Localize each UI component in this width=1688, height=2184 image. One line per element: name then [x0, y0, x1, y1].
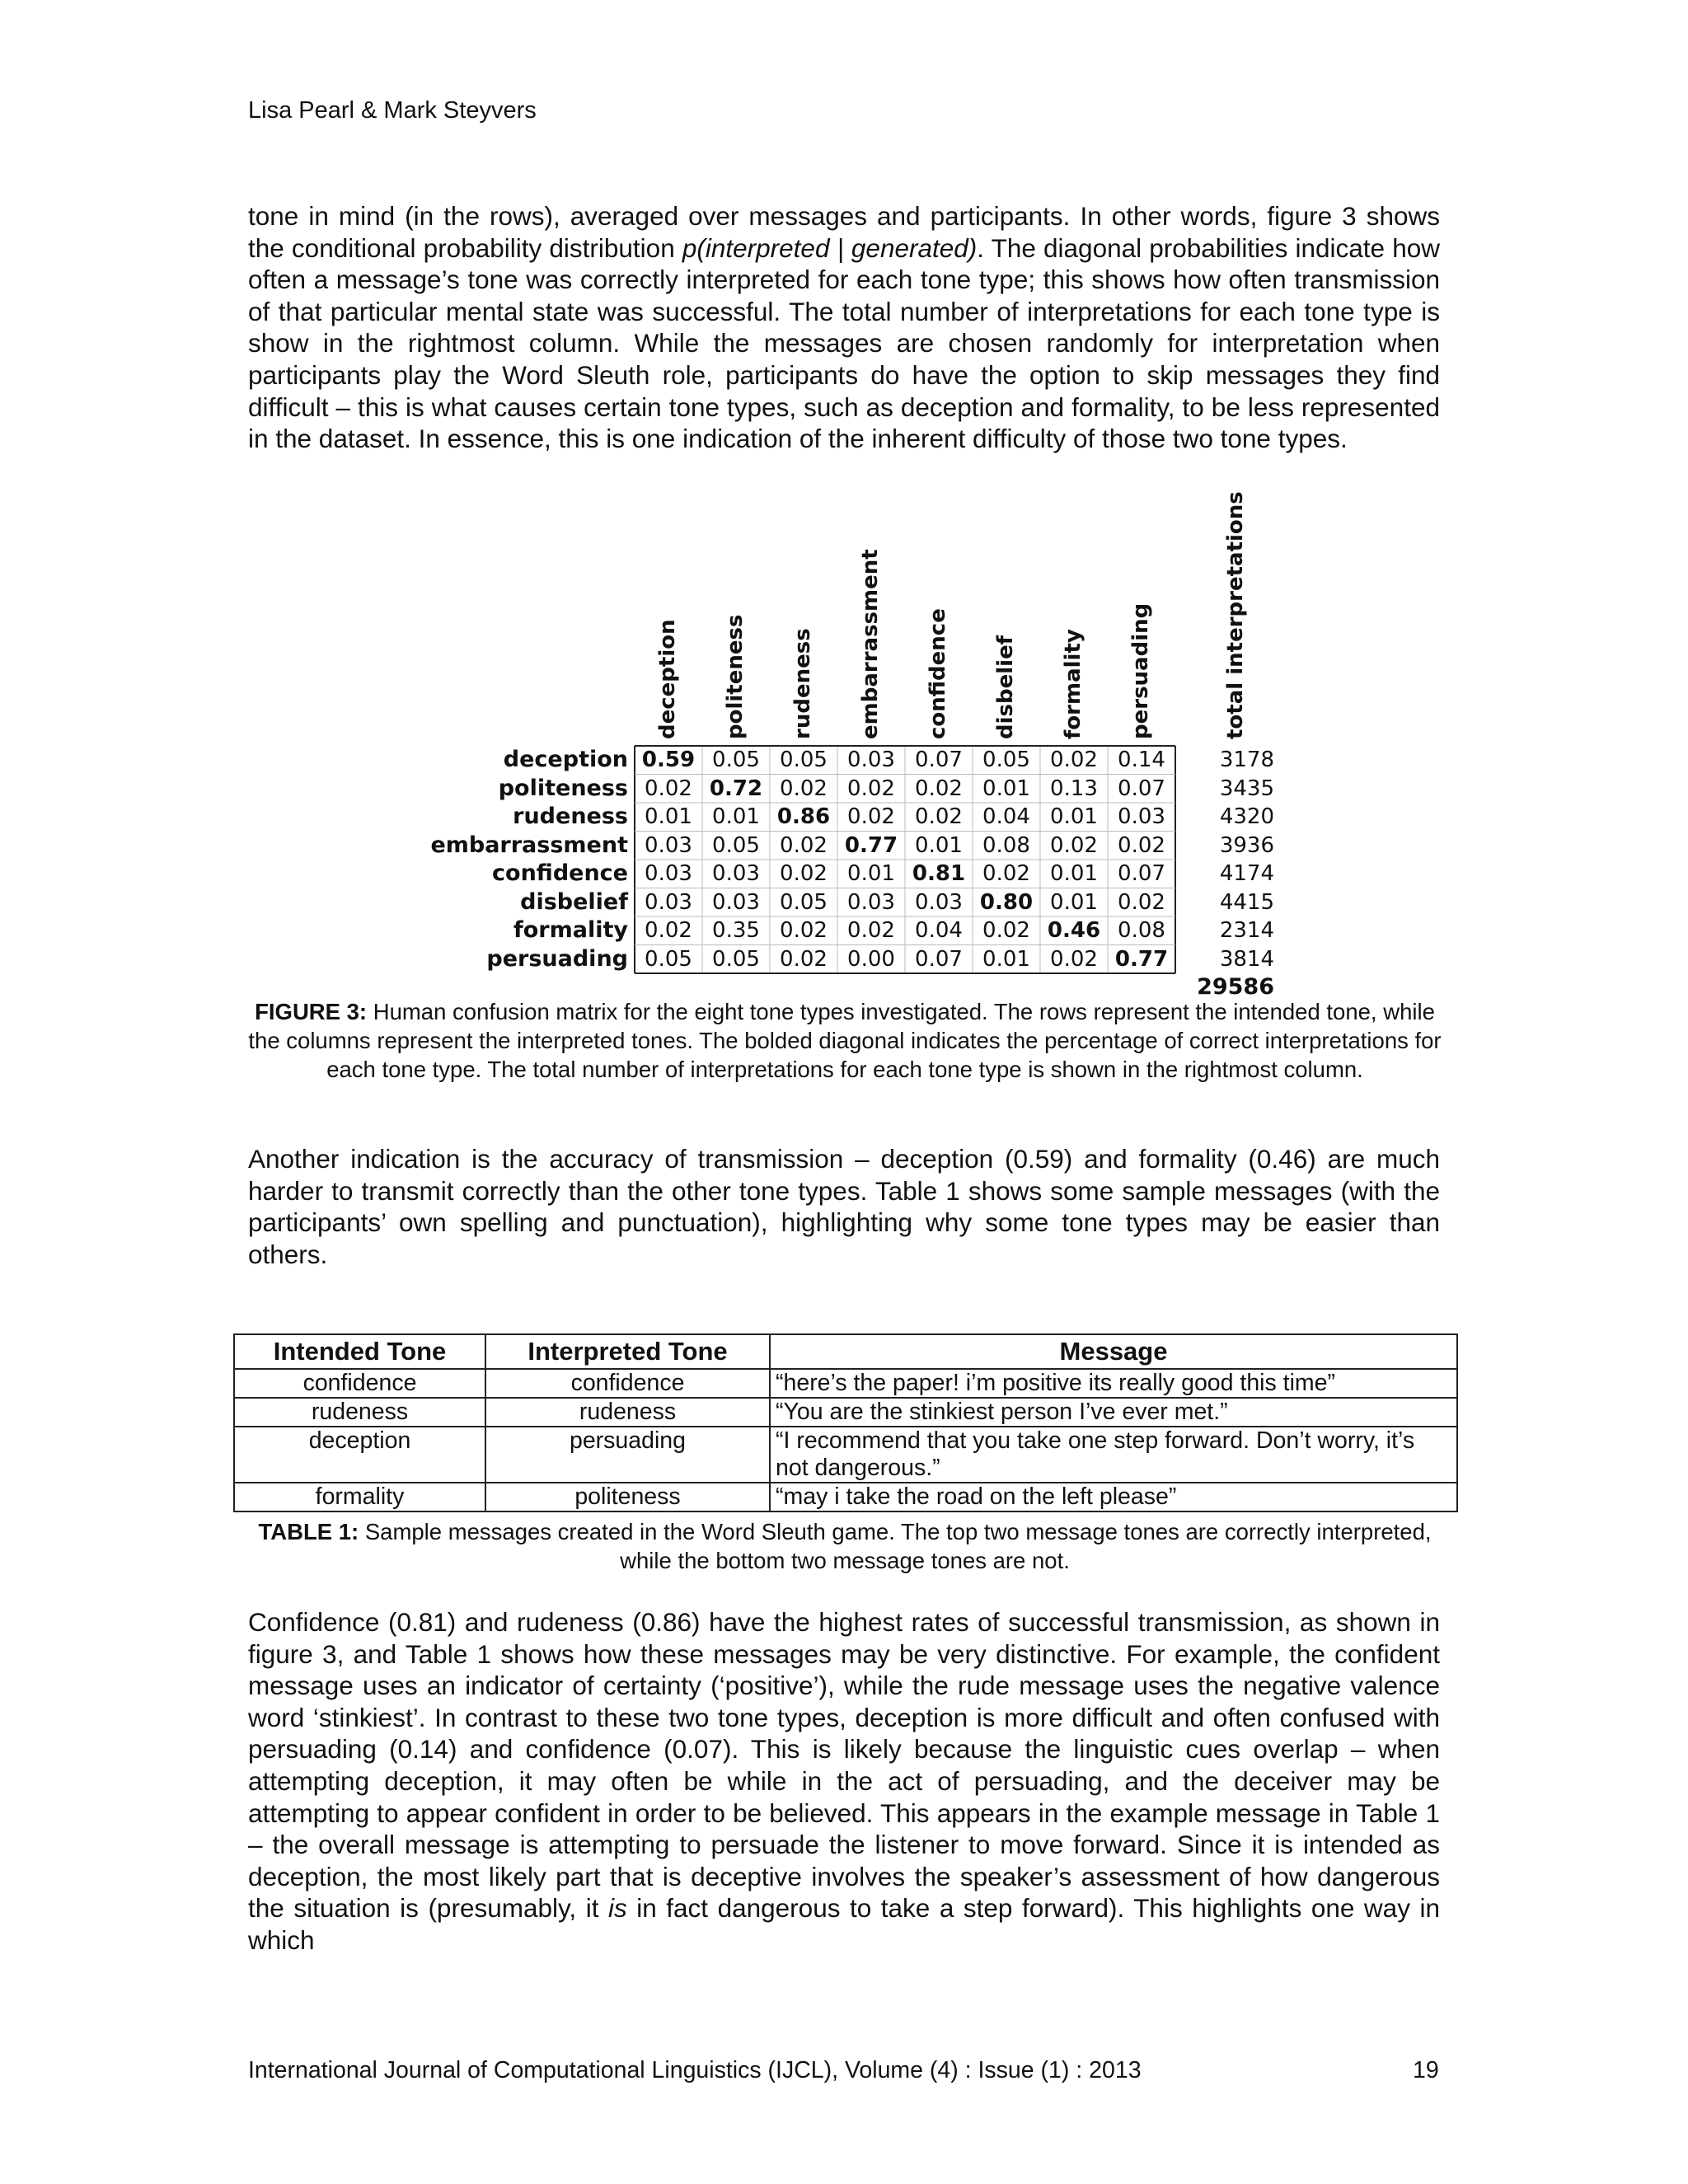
matrix-cell: 0.03: [847, 889, 895, 915]
matrix-cell: 0.01: [915, 832, 963, 858]
matrix-cell: 0.02: [982, 918, 1030, 943]
table-header-cell: Intended Tone: [234, 1334, 485, 1369]
column-label-total-interpretations: total interpretations: [1223, 491, 1248, 739]
table-header-row: [234, 1334, 1457, 1369]
matrix-cell-diagonal: 0.81: [912, 861, 966, 886]
row-total: 4320: [1219, 804, 1274, 829]
matrix-cell: 0.05: [982, 748, 1030, 772]
table-header-cell: Interpreted Tone: [485, 1334, 770, 1369]
matrix-cell-diagonal: 0.72: [709, 776, 763, 801]
column-label-confidence: confidence: [926, 608, 950, 739]
table-cell: “may i take the road on the left please”: [770, 1483, 1457, 1511]
matrix-cell: 0.02: [645, 776, 692, 801]
matrix-cell: 0.02: [847, 776, 895, 801]
table-row: [234, 1398, 1457, 1427]
matrix-cell: 0.03: [712, 889, 760, 915]
table-cell: confidence: [485, 1369, 770, 1398]
row-label-rudeness: rudeness: [513, 804, 628, 829]
confusion-matrix-figure: [429, 486, 1302, 1000]
sample-messages-table: [233, 1333, 1458, 1512]
matrix-cell: 0.02: [780, 946, 828, 972]
matrix-cell: 0.02: [1118, 889, 1165, 915]
matrix-cell: 0.07: [1118, 776, 1165, 801]
table-header-cell: Message: [770, 1334, 1457, 1369]
matrix-cell: 0.07: [1118, 861, 1165, 886]
row-label-persuading: persuading: [486, 945, 628, 972]
matrix-cell: 0.02: [847, 804, 895, 829]
matrix-cell-diagonal: 0.77: [1114, 946, 1169, 972]
matrix-cell: 0.01: [1050, 804, 1098, 829]
matrix-cell: 0.08: [1118, 918, 1165, 943]
matrix-cell-diagonal: 0.46: [1047, 918, 1101, 943]
matrix-cell: 0.35: [712, 918, 760, 943]
column-label-rudeness: rudeness: [790, 628, 815, 739]
table-cell: “here’s the paper! i’m positive its really good this time”: [770, 1369, 1457, 1398]
matrix-cell: 0.05: [712, 748, 760, 772]
table-cell: persuading: [485, 1427, 770, 1483]
table-cell: rudeness: [485, 1398, 770, 1427]
matrix-cell: 0.02: [780, 918, 828, 943]
table-caption: TABLE 1: Sample messages created in the Word Sleuth game. The top two message tones are correctly interpreted, while the bottom two message tones are not.: [258, 1519, 1432, 1573]
table-row: [234, 1369, 1457, 1398]
matrix-cell: 0.04: [915, 918, 963, 943]
matrix-cell: 0.03: [712, 861, 760, 886]
matrix-cell: 0.05: [712, 832, 760, 858]
row-total: 3435: [1219, 776, 1274, 801]
paragraph-1: tone in mind (in the rows), averaged over messages and participants. In other words, figure 3 shows the conditional probability distribution p(interpreted | generated). The diagonal probabilities indicate how often a message’s tone was correctly interpreted for each tone type; this shows how often transmission of that particular mental state was successful. The total number of interpretations for each tone type is show in the rightmost column. While the messages are chosen randomly for interpretation when participants play the Word Sleuth role, participants do have the option to skip messages they find difficult – this is what causes certain tone types, such as deception and formality, to be less represented in the dataset. In essence, this is one indication of the inherent difficulty of those two tone types.: [248, 201, 1440, 454]
row-label-deception: deception: [503, 747, 628, 772]
row-total: 4174: [1219, 861, 1274, 886]
column-label-formality: formality: [1061, 629, 1085, 739]
matrix-cell: 0.02: [1118, 832, 1165, 858]
matrix-cell: 0.01: [645, 804, 692, 829]
matrix-cell-diagonal: 0.59: [641, 748, 696, 772]
table-row: [234, 1427, 1457, 1483]
running-header: Lisa Pearl & Mark Steyvers: [248, 97, 537, 124]
matrix-cell: 0.03: [645, 832, 692, 858]
matrix-cell: 0.01: [847, 861, 895, 886]
grand-total: 29586: [1197, 974, 1274, 1000]
row-total: 3936: [1219, 832, 1274, 858]
column-label-politeness: politeness: [723, 614, 748, 739]
matrix-cell: 0.01: [1050, 889, 1098, 915]
matrix-cell: 0.07: [915, 946, 963, 972]
matrix-cell: 0.02: [847, 918, 895, 943]
column-label-disbelief: disbelief: [993, 635, 1018, 739]
matrix-cell: 0.00: [847, 946, 895, 972]
table-cell: confidence: [234, 1369, 485, 1398]
table-cell: rudeness: [234, 1398, 485, 1427]
row-total: 3814: [1219, 946, 1274, 972]
matrix-cell: 0.07: [915, 748, 963, 772]
matrix-cell: 0.03: [645, 861, 692, 886]
row-total: 2314: [1219, 918, 1274, 943]
matrix-cell: 0.02: [780, 861, 828, 886]
matrix-cell: 0.03: [1118, 804, 1165, 829]
page-number: 19: [1413, 2057, 1439, 2083]
table-cell: “You are the stinkiest person I’ve ever met.”: [770, 1398, 1457, 1427]
table-row: [234, 1483, 1457, 1511]
matrix-cell: 0.01: [712, 804, 760, 829]
row-total: 3178: [1219, 748, 1274, 772]
matrix-cell: 0.03: [645, 889, 692, 915]
matrix-cell: 0.05: [712, 946, 760, 972]
table-cell: deception: [234, 1427, 485, 1483]
paragraph-3: Confidence (0.81) and rudeness (0.86) have the highest rates of successful transmission, as shown in figure 3, and Table 1 shows how these messages may be very distinctive. For example, the confident message uses an indicator of certainty (‘positive’), while the rude message uses the negative valence word ‘stinkiest’. In contrast to these two tone types, deception is more difficult and often confused with persuading (0.14) and confidence (0.07). This is likely because the linguistic cues overlap – when attempting deception, it may often be while in the act of persuading, and the deceiver may be attempting to appear confident in order to be believed. This appears in the example message in Table 1 – the overall message is attempting to persuade the listener to move forward. Since it is intended as deception, the most likely part that is deceptive involves the speaker’s assessment of how dangerous the situation is (presumably, it is in fact dangerous to take a step forward). This highlights one way in which: [248, 1607, 1440, 1955]
matrix-cell: 0.02: [780, 776, 828, 801]
matrix-cell: 0.01: [1050, 861, 1098, 886]
column-label-embarrassment: embarrassment: [858, 549, 883, 739]
table-cell: politeness: [485, 1483, 770, 1511]
footer-journal: International Journal of Computational Linguistics (IJCL), Volume (4) : Issue (1) : 2013: [248, 2057, 1142, 2083]
matrix-cell: 0.01: [982, 776, 1030, 801]
matrix-cell: 0.02: [1050, 946, 1098, 972]
matrix-cell: 0.05: [780, 889, 828, 915]
matrix-cell: 0.04: [982, 804, 1030, 829]
row-label-formality: formality: [513, 917, 628, 943]
table-cell: “I recommend that you take one step forward. Don’t worry, it’s not dangerous.”: [770, 1427, 1457, 1483]
matrix-cell: 0.03: [847, 748, 895, 772]
table-cell: formality: [234, 1483, 485, 1511]
matrix-cell: 0.02: [915, 776, 963, 801]
matrix-cell: 0.13: [1050, 776, 1098, 801]
matrix-cell: 0.05: [780, 748, 828, 772]
row-label-politeness: politeness: [498, 775, 628, 801]
column-label-deception: deception: [655, 619, 680, 739]
matrix-cell: 0.05: [645, 946, 692, 972]
matrix-cell: 0.03: [915, 889, 963, 915]
matrix-cell-diagonal: 0.80: [979, 889, 1034, 915]
paragraph-2: Another indication is the accuracy of transmission – deception (0.59) and formality (0.46) are much harder to transmit correctly than the other tone types. Table 1 shows some sample messages (with the participants’ own spelling and punctuation), highlighting why some tone types may be easier than others.: [248, 1144, 1440, 1269]
matrix-cell: 0.02: [982, 861, 1030, 886]
matrix-cell: 0.02: [645, 918, 692, 943]
matrix-cell: 0.02: [915, 804, 963, 829]
row-label-disbelief: disbelief: [520, 888, 628, 915]
matrix-cell: 0.14: [1118, 748, 1165, 772]
row-label-confidence: confidence: [492, 860, 628, 886]
figure-caption: FIGURE 3: Human confusion matrix for the eight tone types investigated. The rows represent the intended tone, while the columns represent the interpreted tones. The bolded diagonal indicates the percentage of correct interpretations for each tone type. The total number of interpretations for each tone type is shown in the rightmost column.: [248, 999, 1442, 1082]
matrix-cell: 0.02: [780, 832, 828, 858]
matrix-cell: 0.02: [1050, 832, 1098, 858]
matrix-cell-diagonal: 0.86: [776, 804, 831, 829]
matrix-cell: 0.01: [982, 946, 1030, 972]
column-label-persuading: persuading: [1128, 602, 1153, 739]
matrix-cell: 0.08: [982, 832, 1030, 858]
matrix-cell-diagonal: 0.77: [844, 832, 898, 858]
row-label-embarrassment: embarrassment: [430, 832, 628, 858]
matrix-cell: 0.02: [1050, 748, 1098, 772]
row-total: 4415: [1219, 889, 1274, 915]
